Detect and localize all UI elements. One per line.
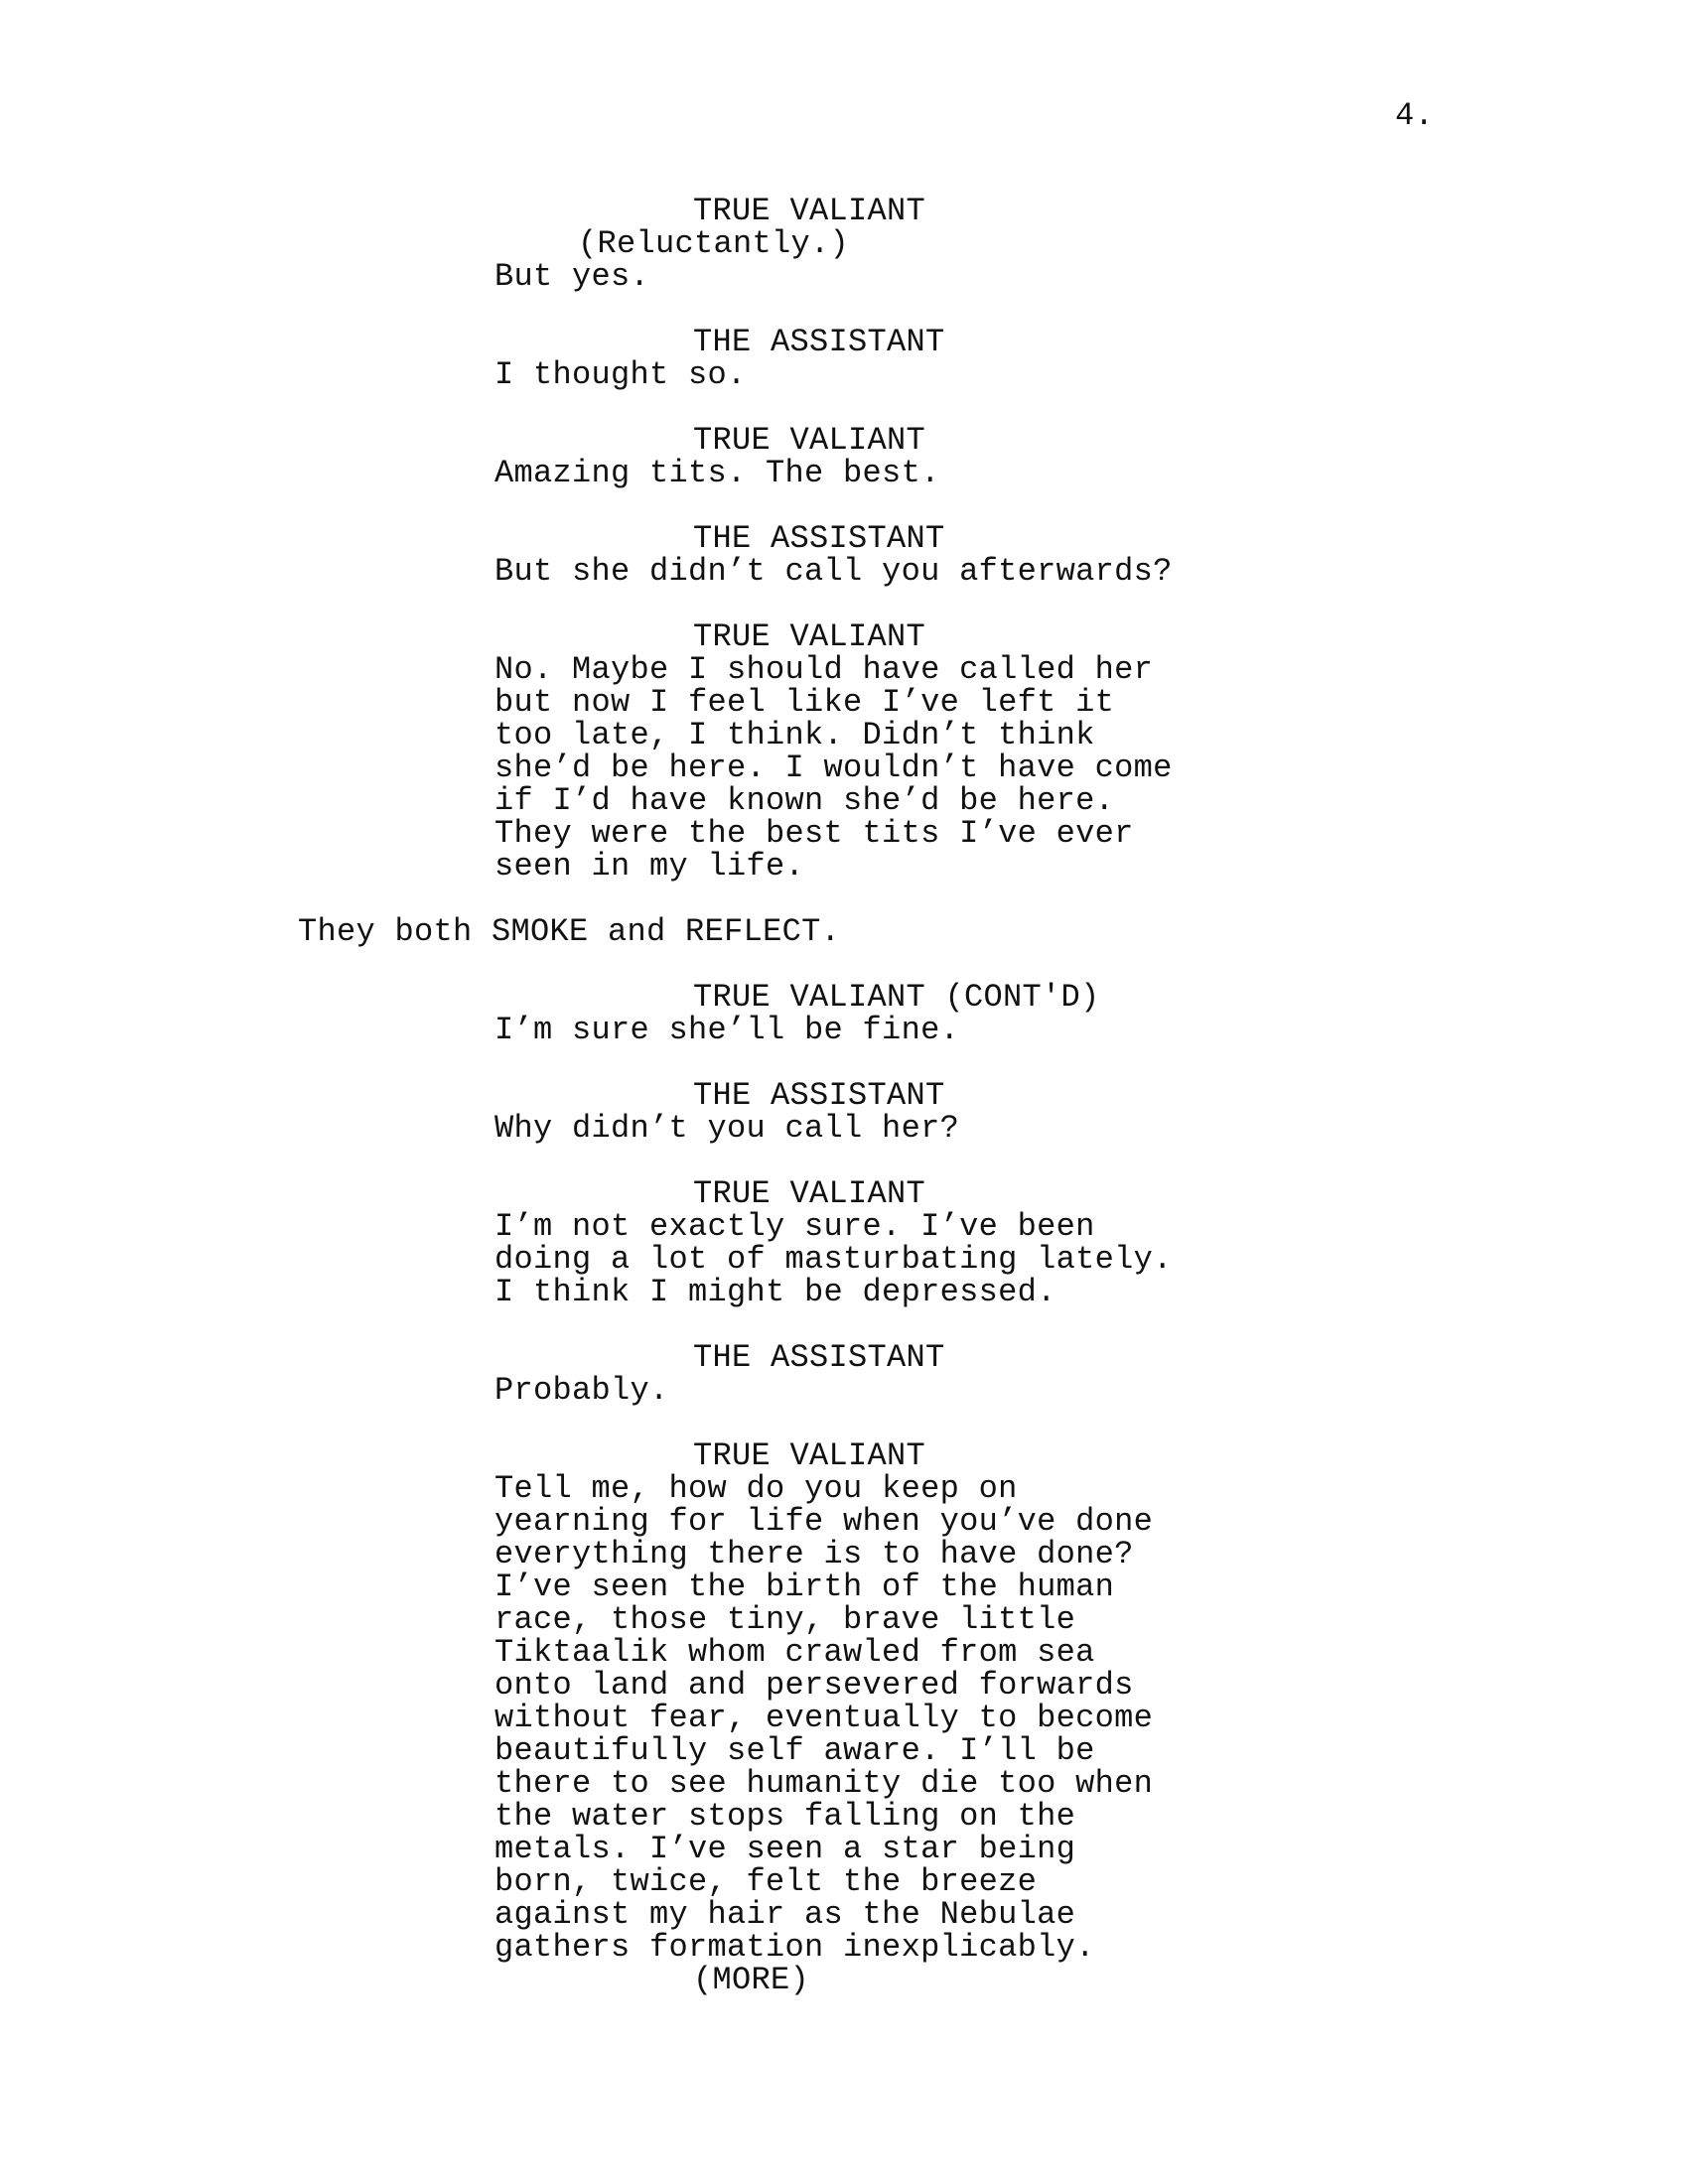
dialogue-line: onto land and persevered forwards	[494, 1667, 1134, 1704]
action-line: They both SMOKE and REFLECT.	[298, 913, 841, 950]
dialogue-line: against my hair as the Nebulae	[494, 1896, 1076, 1933]
dialogue-line: I think I might be depressed.	[494, 1274, 1056, 1310]
dialogue-line: I’m sure she’ll be fine.	[494, 1012, 960, 1048]
dialogue-line: No. Maybe I should have called her	[494, 651, 1154, 688]
dialogue-line: too late, I think. Didn’t think	[494, 717, 1095, 753]
dialogue-line: gathers formation inexplicably.	[494, 1929, 1095, 1966]
dialogue-line: Probably.	[494, 1372, 669, 1409]
more-indicator: (MORE)	[693, 1962, 810, 1998]
dialogue-line: Why didn’t you call her?	[494, 1110, 960, 1147]
character-name: TRUE VALIANT (CONT'D)	[693, 979, 1100, 1016]
dialogue-line: everything there is to have done?	[494, 1536, 1134, 1572]
dialogue-line: I’m not exactly sure. I’ve been	[494, 1208, 1095, 1245]
dialogue-line: But she didn’t call you afterwards?	[494, 553, 1173, 590]
dialogue-line: But yes.	[494, 258, 650, 295]
dialogue-line: the water stops falling on the	[494, 1798, 1076, 1835]
dialogue-line: without fear, eventually to become	[494, 1700, 1154, 1736]
dialogue-line: born, twice, felt the breeze	[494, 1863, 1038, 1900]
dialogue-line: They were the best tits I’ve ever	[494, 815, 1134, 852]
dialogue-line: yearning for life when you’ve done	[494, 1503, 1154, 1540]
dialogue-line: I thought so.	[494, 356, 747, 393]
dialogue-line: she’d be here. I wouldn’t have come	[494, 750, 1173, 786]
character-name: THE ASSISTANT	[693, 520, 945, 557]
dialogue-line: metals. I’ve seen a star being	[494, 1831, 1076, 1867]
dialogue-line: if I’d have known she’d be here.	[494, 782, 1115, 819]
character-name: THE ASSISTANT	[693, 324, 945, 360]
dialogue-line: race, those tiny, brave little	[494, 1601, 1076, 1638]
parenthetical: (Reluctantly.)	[578, 225, 850, 262]
dialogue-line: I’ve seen the birth of the human	[494, 1569, 1115, 1605]
dialogue-line: beautifully self aware. I’ll be	[494, 1732, 1095, 1769]
dialogue-line: Amazing tits. The best.	[494, 455, 940, 491]
character-name: TRUE VALIANT	[693, 1437, 926, 1474]
dialogue-line: seen in my life.	[494, 848, 805, 885]
character-name: TRUE VALIANT	[693, 618, 926, 655]
character-name: TRUE VALIANT	[693, 193, 926, 229]
dialogue-line: doing a lot of masturbating lately.	[494, 1241, 1173, 1278]
dialogue-line: Tell me, how do you keep on	[494, 1470, 1018, 1507]
dialogue-line: there to see humanity die too when	[494, 1765, 1154, 1802]
character-name: THE ASSISTANT	[693, 1339, 945, 1376]
dialogue-line: Tiktaalik whom crawled from sea	[494, 1634, 1095, 1671]
character-name: TRUE VALIANT	[693, 1175, 926, 1212]
character-name: THE ASSISTANT	[693, 1077, 945, 1114]
character-name: TRUE VALIANT	[693, 422, 926, 459]
page-number: 4.	[1395, 97, 1435, 134]
dialogue-line: but now I feel like I’ve left it	[494, 684, 1115, 721]
